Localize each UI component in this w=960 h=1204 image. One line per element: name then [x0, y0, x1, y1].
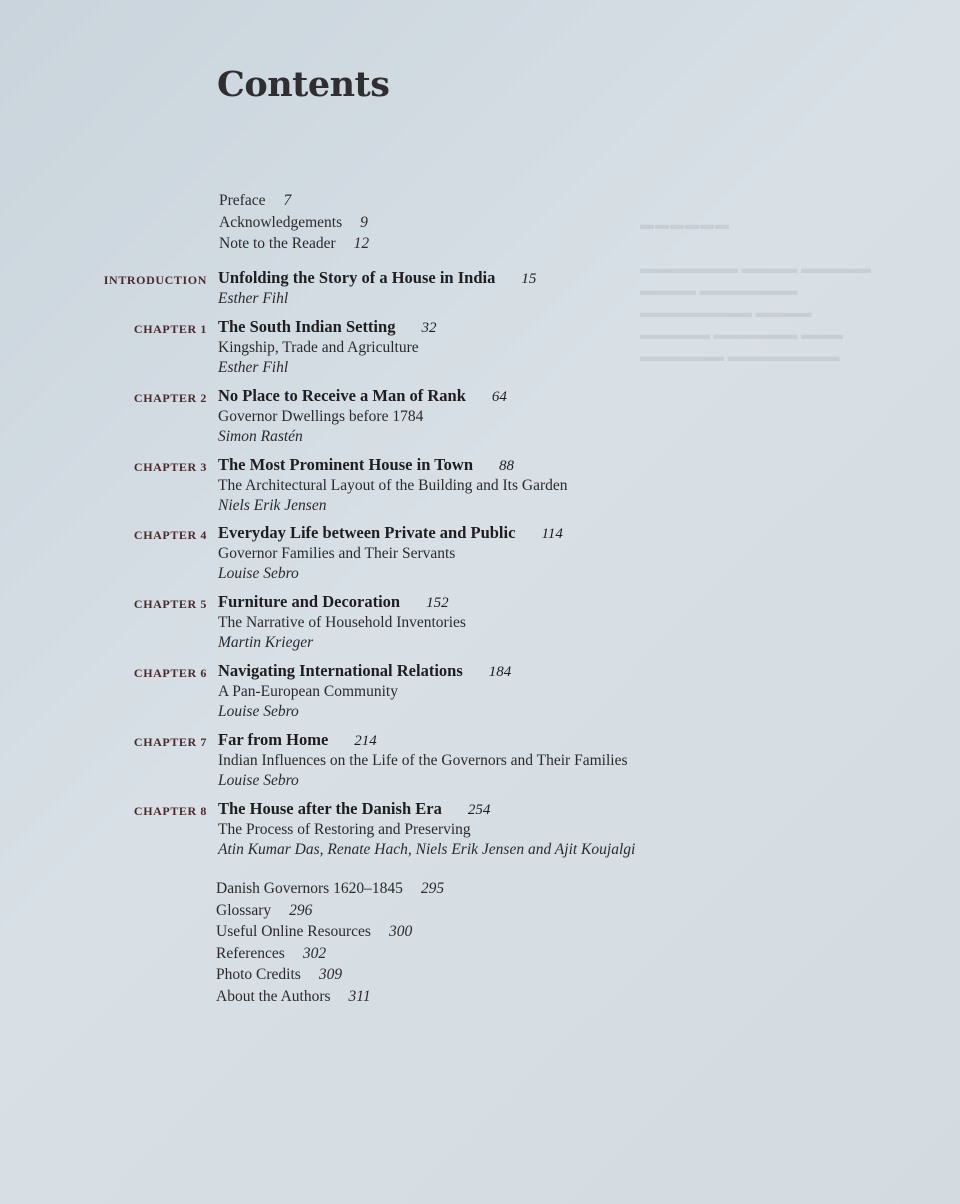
chapter-title: Far from Home	[218, 729, 329, 749]
page-number: 114	[541, 526, 563, 543]
chapter-label: CHAPTER 4	[133, 528, 207, 543]
page-number: 302	[302, 944, 327, 962]
chapter-entry[interactable]	[0, 455, 960, 524]
chapter-entry[interactable]	[0, 317, 960, 386]
page-number: 311	[348, 987, 371, 1005]
chapter-title: Navigating International Relations	[218, 660, 463, 680]
page-number: 152	[426, 595, 449, 612]
chapter-entry[interactable]	[0, 592, 960, 661]
page-number: 88	[499, 457, 515, 474]
chapter-author: Atin Kumar Das, Renate Hach, Niels Erik Jensen and Ajit Koujalgi	[218, 840, 636, 858]
chapter-author: Martin Krieger	[218, 634, 314, 652]
page-number: 32	[421, 320, 437, 336]
page-number: 254	[467, 801, 491, 818]
page-number: 295	[420, 880, 445, 897]
chapter-title: The Most Prominent House in Town	[218, 454, 474, 474]
list-item[interactable]: Useful Online Resources 300	[216, 923, 413, 941]
chapter-title: The South Indian Setting	[218, 317, 396, 336]
chapter-author: Niels Erik Jensen	[218, 496, 327, 514]
chapter-entry[interactable]	[0, 386, 960, 455]
chapter-author: Esther Fihl	[218, 290, 289, 307]
chapter-subtitle: Indian Influences on the Life of the Governors and Their Families	[218, 751, 628, 769]
chapter-title: The House after the Danish Era	[218, 798, 442, 818]
page-number: 7	[283, 192, 292, 209]
chapter-title: No Place to Receive a Man of Rank	[218, 385, 466, 405]
chapter-label: CHAPTER 8	[133, 803, 207, 818]
page-number: 64	[491, 388, 507, 405]
page-number: 309	[318, 966, 343, 984]
chapter-entry[interactable]	[0, 523, 960, 592]
page-number: 15	[521, 271, 537, 287]
front-matter-list	[219, 190, 369, 255]
chapter-subtitle: The Narrative of Household Inventories	[218, 614, 466, 632]
list-item[interactable]: Glossary 296	[216, 901, 313, 919]
list-item[interactable]: Note to the Reader 12	[219, 235, 370, 253]
page-title: Contents	[217, 64, 390, 105]
chapter-entry[interactable]	[0, 661, 960, 730]
chapter-title: Furniture and Decoration	[218, 592, 401, 612]
chapter-title: Unfolding the Story of a House in India	[218, 268, 496, 287]
chapter-label: CHAPTER 6	[133, 665, 207, 680]
back-matter-list	[216, 878, 444, 1008]
page-number: 296	[289, 901, 313, 919]
list-item[interactable]: About the Authors 311	[216, 987, 371, 1005]
chapter-subtitle: Kingship, Trade and Agriculture	[218, 339, 419, 356]
page-number: 300	[388, 923, 413, 941]
list-item[interactable]: Danish Governors 1620–1845 295	[216, 880, 445, 897]
chapter-title: Everyday Life between Private and Public	[218, 523, 516, 543]
chapter-list-numbered	[0, 317, 960, 867]
chapter-author: Louise Sebro	[218, 771, 299, 789]
chapter-entry[interactable]	[0, 799, 960, 868]
chapter-subtitle: The Architectural Layout of the Building and Its Garden	[218, 476, 568, 494]
page-number: 9	[360, 213, 368, 231]
list-item[interactable]: Acknowledgements 9	[219, 213, 368, 231]
chapter-subtitle: A Pan-European Community	[218, 682, 398, 700]
chapter-label: CHAPTER 5	[133, 597, 207, 612]
chapter-subtitle: The Process of Restoring and Preserving	[218, 820, 471, 838]
page-number: 214	[354, 732, 377, 749]
chapter-label: CHAPTER 7	[133, 734, 207, 749]
chapter-author: Louise Sebro	[218, 565, 299, 583]
chapter-subtitle: Governor Dwellings before 1784	[218, 407, 424, 425]
page-number: 12	[353, 235, 370, 253]
chapter-author: Louise Sebro	[218, 702, 299, 720]
chapter-label: CHAPTER 1	[133, 322, 207, 336]
chapter-author: Simon Rastén	[218, 427, 303, 445]
show-through-text: ▬▬▬▬▬▬ ▬▬▬▬▬▬▬ ▬▬▬▬ ▬▬▬▬▬ ▬▬▬▬ ▬▬▬▬▬▬▬ ▬▬▬▬▬▬▬▬ ▬▬▬▬ ▬▬▬▬▬ ▬▬▬▬▬▬ ▬▬▬ ▬▬▬▬▬▬ ▬▬▬▬▬▬▬▬	[640, 218, 871, 365]
list-item[interactable]: Preface 7	[219, 192, 292, 209]
list-item[interactable]: References 302	[216, 944, 327, 962]
chapter-author: Esther Fihl	[218, 359, 289, 376]
page-number: 184	[488, 663, 512, 680]
chapter-label: CHAPTER 2	[133, 390, 207, 405]
chapter-label: CHAPTER 3	[133, 459, 207, 474]
chapter-subtitle: Governor Families and Their Servants	[218, 545, 456, 563]
chapter-entry[interactable]	[0, 730, 960, 799]
list-item[interactable]: Photo Credits 309	[216, 966, 343, 984]
chapter-label: INTRODUCTION	[103, 273, 207, 287]
